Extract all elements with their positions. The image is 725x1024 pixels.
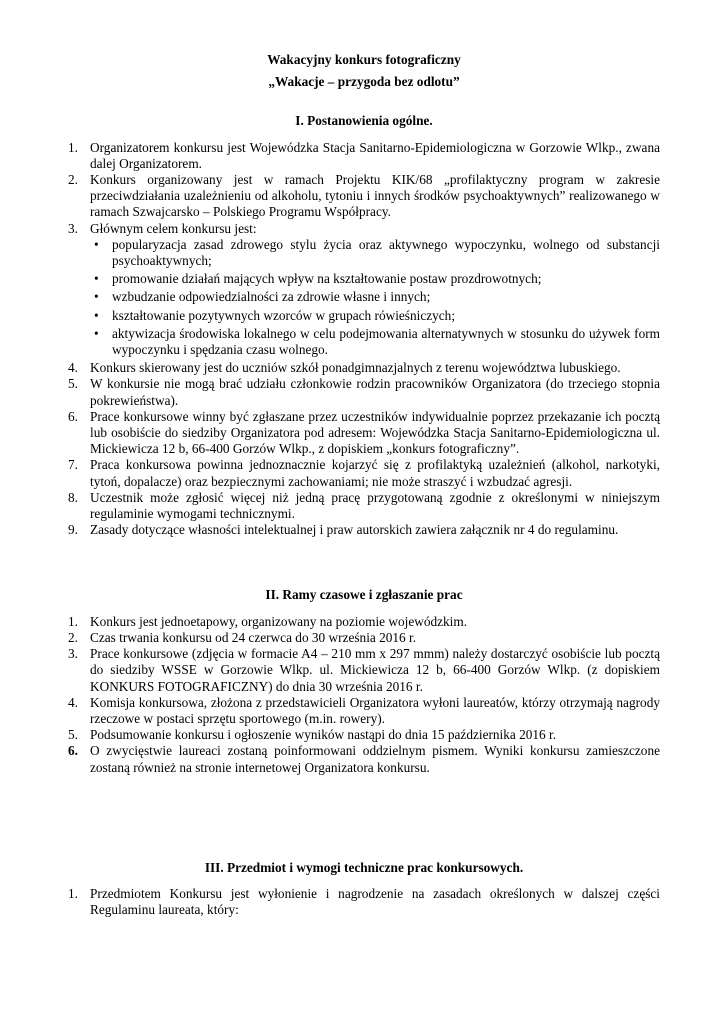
document-subtitle: „Wakacje – przygoda bez odlotu”: [268, 74, 460, 90]
section-heading: III. Przedmiot i wymogi techniczne prac konkursowych.: [204, 859, 524, 875]
section-list: [68, 614, 660, 776]
item-text: W konkursie nie mogą brać udziału członkowie rodzin pracowników Organizatora (do trzeciego stopnia pokrewieństwa).: [90, 376, 660, 408]
item-number: 3.: [68, 646, 78, 662]
item-number: 2.: [68, 172, 78, 188]
item-text: Głównym celem konkursu jest:: [90, 220, 257, 236]
document-title: Wakacyjny konkurs fotograficzny: [267, 52, 461, 67]
bullet-icon: •: [94, 289, 99, 305]
bullet-text: promowanie działań mających wpływ na kształtowanie postaw prozdrowotnych;: [112, 271, 542, 287]
list-item: [68, 409, 660, 458]
item-number: 8.: [68, 489, 78, 505]
item-number: 1.: [68, 139, 78, 155]
item-number: 4.: [68, 694, 78, 710]
bullet-text: popularyzacja zasad zdrowego stylu życia oraz aktywnego wypoczynku, wolnego od substancji psychoaktywnych;: [112, 236, 660, 269]
list-item: [68, 522, 660, 538]
section-list: [68, 886, 660, 918]
list-item: [68, 360, 660, 376]
item-number: 2.: [68, 629, 78, 645]
item-text: Uczestnik może zgłosić więcej niż jedną pracę przygotowaną zgodnie z określonymi w niniejszym regulaminie wymogami technicznymi.: [90, 489, 660, 522]
list-item: [68, 140, 660, 172]
section-heading: II. Ramy czasowe i zgłaszanie prac: [265, 587, 463, 603]
item-text: Praca konkursowa powinna jednoznacznie kojarzyć się z profilaktyką uzależnień (alkohol, narkotyki, tytoń, dopalacze) oraz bezpiecznymi zachowaniami; nie może straszyć i wzbudzać agresji.: [90, 457, 660, 489]
item-text: O zwycięstwie laureaci zostaną poinformowani oddzielnym pismem. Wyniki konkursu zamieszczone zostaną również na stronie internetowej Organizatora konkursu.: [90, 743, 660, 775]
bullet-icon: •: [94, 236, 99, 252]
section-list: [68, 140, 660, 539]
item-text: Zasady dotyczące własności intelektualnej i praw autorskich zawiera załącznik nr 4 do regulaminu.: [90, 522, 619, 538]
list-item: [68, 221, 660, 359]
item-number: 5.: [68, 727, 78, 743]
list-item: [68, 490, 660, 522]
document-page: [68, 52, 660, 918]
item-number: 1.: [68, 613, 78, 629]
bullet-icon: •: [94, 307, 99, 323]
list-item: [68, 743, 660, 775]
section-heading: I. Postanowienia ogólne.: [295, 113, 433, 129]
item-number: 3.: [68, 220, 78, 236]
item-number: 1.: [68, 885, 78, 901]
list-item: [68, 457, 660, 489]
item-number: 7.: [68, 457, 78, 473]
bullet-text: kształtowanie pozytywnych wzorców w grupach rówieśniczych;: [112, 307, 456, 323]
bullet-item: [94, 271, 660, 287]
bullet-text: wzbudzanie odpowiedzialności za zdrowie własne i innych;: [112, 289, 431, 305]
list-item: [68, 886, 660, 918]
item-text: Czas trwania konkursu od 24 czerwca do 30 września 2016 r.: [90, 629, 417, 645]
item-number: 9.: [68, 522, 78, 538]
item-number: 6.: [68, 743, 78, 759]
item-text: Konkurs skierowany jest do uczniów szkół ponadgimnazjalnych z terenu województwa lubuskiego.: [90, 360, 621, 376]
bullet-item: [94, 326, 660, 358]
item-text: Podsumowanie konkursu i ogłoszenie wyników nastąpi do dnia 15 października 2016 r.: [90, 727, 557, 743]
item-text: Komisja konkursowa, złożona z przedstawicieli Organizatora wyłoni laureatów, którzy otrzymają nagrody rzeczowe w postaci sprzętu sportowego (m.in. rowery).: [90, 694, 660, 726]
bullet-list: [90, 237, 660, 358]
list-item: [68, 630, 660, 646]
list-item: [68, 727, 660, 743]
list-item: [68, 614, 660, 630]
item-text: Konkurs organizowany jest w ramach Projektu KIK/68 „profilaktyczny program w zakresie przeciwdziałania uzależnieniu od alkoholu, tytoniu i innych środków psychoaktywnych” realizowanego w ramach Szwajcarsko – Polskiego Programu Współpracy.: [90, 172, 660, 220]
bullet-text: aktywizacja środowiska lokalnego w celu podejmowania alternatywnych w stosunku do używek form wypoczynku i spędzania czasu wolnego.: [112, 325, 660, 358]
list-item: [68, 376, 660, 408]
item-number: 5.: [68, 376, 78, 392]
item-number: 4.: [68, 360, 78, 376]
item-number: 6.: [68, 408, 78, 424]
bullet-icon: •: [94, 325, 99, 341]
item-text: Konkurs jest jednoetapowy, organizowany na poziomie wojewódzkim.: [90, 613, 468, 629]
bullet-item: [94, 289, 660, 305]
item-text: Przedmiotem Konkursu jest wyłonienie i nagrodzenie na zasadach określonych w dalszej części Regulaminu laureata, który:: [90, 885, 660, 918]
bullet-item: [94, 237, 660, 269]
item-text: Prace konkursowe (zdjęcia w formacie A4 – 210 mm x 297 mmm) należy dostarczyć osobiście lub pocztą do siedziby WSSE w Gorzowie Wlkp. ul. Mickiewicza 12 b, 66-400 Gorzów Wlkp. (z dopiskiem KONKURS FOTOGRAFICZNY) do dnia 30 września 2016 r.: [90, 646, 660, 694]
item-text: Organizatorem konkursu jest Wojewódzka Stacja Sanitarno-Epidemiologiczna w Gorzowie Wlkp., zwana dalej Organizatorem.: [90, 139, 660, 171]
list-item: [68, 172, 660, 221]
bullet-icon: •: [94, 271, 99, 287]
bullet-item: [94, 308, 660, 324]
list-item: [68, 646, 660, 695]
list-item: [68, 695, 660, 727]
item-text: Prace konkursowe winny być zgłaszane przez uczestników indywidualnie poprzez przekazanie ich pocztą lub osobiście do siedziby Organizatora pod adresem: Wojewódzka Stacja Sanitarno-Epidemiologiczna ul. Mickiewicza 12 b, 66-400 Gorzów Wlkp., z dopiskiem „konkurs fotograficzny”.: [90, 408, 660, 457]
